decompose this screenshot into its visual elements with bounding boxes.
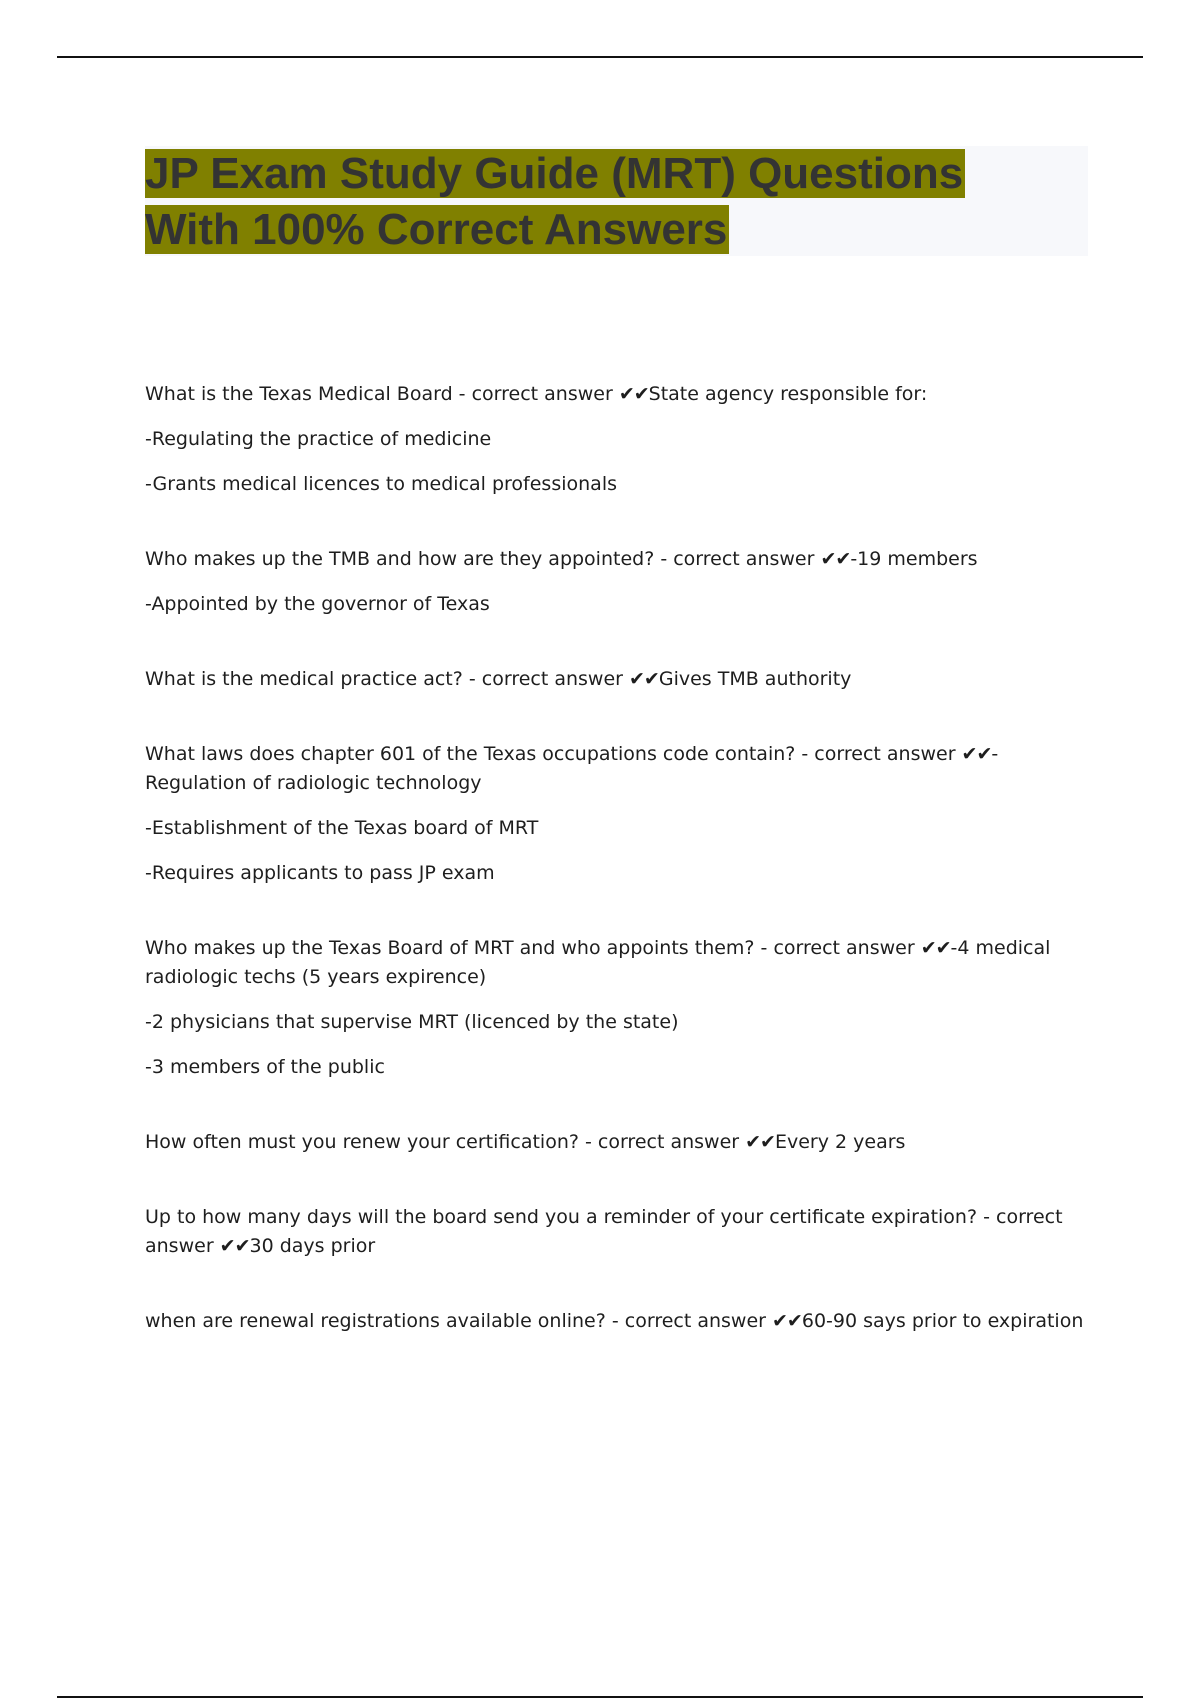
question-text: Who makes up the Texas Board of MRT and who appoints them? xyxy=(145,937,755,959)
correct-answer-label: - correct answer xyxy=(145,1206,1069,1257)
answer-detail: -2 physicians that supervise MRT (licenced by the state) xyxy=(145,1011,679,1033)
qa-item xyxy=(145,1203,1085,1261)
answer-detail: -3 members of the public xyxy=(145,1056,385,1078)
answer-detail: -Grants medical licences to medical professionals xyxy=(145,473,617,495)
qa-item xyxy=(145,380,1085,499)
qa-list xyxy=(145,380,1085,1382)
question-text: What laws does chapter 601 of the Texas occupations code contain? xyxy=(145,743,796,765)
bottom-rule xyxy=(57,1696,1143,1698)
question-text: How often must you renew your certification? xyxy=(145,1131,579,1153)
answer-detail: -Appointed by the governor of Texas xyxy=(145,593,490,615)
question-text: Who makes up the TMB and how are they appointed? xyxy=(145,548,655,570)
double-check-icon: ✔✔ xyxy=(629,668,659,690)
top-rule xyxy=(57,56,1143,58)
title-line-1: JP Exam Study Guide (MRT) Questions xyxy=(145,149,964,198)
answer-text: -4 medical radiologic techs (5 years expirence) xyxy=(145,937,1051,988)
question-line xyxy=(145,1128,1085,1157)
double-check-icon: ✔✔ xyxy=(920,937,951,959)
double-check-icon: ✔✔ xyxy=(618,383,649,405)
answer-text: -Regulation of radiologic technology xyxy=(145,743,999,794)
answer-text: Gives TMB authority xyxy=(658,668,852,690)
qa-item xyxy=(145,740,1085,888)
qa-item xyxy=(145,665,1085,694)
answer-text: State agency responsible for: xyxy=(648,383,928,405)
answer-text: -19 members xyxy=(850,548,978,570)
correct-answer-label: - correct answer xyxy=(795,743,962,765)
question-line xyxy=(145,545,1085,574)
answer-detail: -Establishment of the Texas board of MRT xyxy=(145,817,539,839)
qa-item xyxy=(145,1307,1085,1336)
question-text: What is the Texas Medical Board xyxy=(145,383,453,405)
correct-answer-label: - correct answer xyxy=(578,1131,746,1153)
qa-item xyxy=(145,1128,1085,1157)
document-title xyxy=(145,146,1088,258)
qa-item xyxy=(145,545,1085,619)
question-text: when are renewal registrations available online? xyxy=(145,1310,606,1332)
double-check-icon: ✔✔ xyxy=(961,743,992,765)
question-text: Up to how many days will the board send you a reminder of your certificate expiration? xyxy=(145,1206,978,1228)
title-block xyxy=(145,146,1088,256)
title-line-2: With 100% Correct Answers xyxy=(145,205,728,254)
correct-answer-label: - correct answer xyxy=(462,668,630,690)
double-check-icon: ✔✔ xyxy=(820,548,851,570)
question-line xyxy=(145,380,1085,409)
double-check-icon: ✔✔ xyxy=(219,1235,250,1257)
answer-text: Every 2 years xyxy=(774,1131,906,1153)
double-check-icon: ✔✔ xyxy=(772,1310,802,1332)
question-line xyxy=(145,1307,1085,1336)
question-line xyxy=(145,740,1085,798)
answer-text: 30 days prior xyxy=(249,1235,376,1257)
correct-answer-label: - correct answer xyxy=(754,937,921,959)
correct-answer-label: - correct answer xyxy=(605,1310,773,1332)
answer-detail: -Regulating the practice of medicine xyxy=(145,428,492,450)
answer-detail: -Requires applicants to pass JP exam xyxy=(145,862,495,884)
correct-answer-label: - correct answer xyxy=(654,548,821,570)
answer-text: 60-90 says prior to expiration xyxy=(801,1310,1084,1332)
question-text: What is the medical practice act? xyxy=(145,668,463,690)
double-check-icon: ✔✔ xyxy=(745,1131,775,1153)
correct-answer-label: - correct answer xyxy=(452,383,619,405)
question-line xyxy=(145,1203,1085,1261)
question-line xyxy=(145,665,1085,694)
qa-item xyxy=(145,934,1085,1082)
question-line xyxy=(145,934,1085,992)
